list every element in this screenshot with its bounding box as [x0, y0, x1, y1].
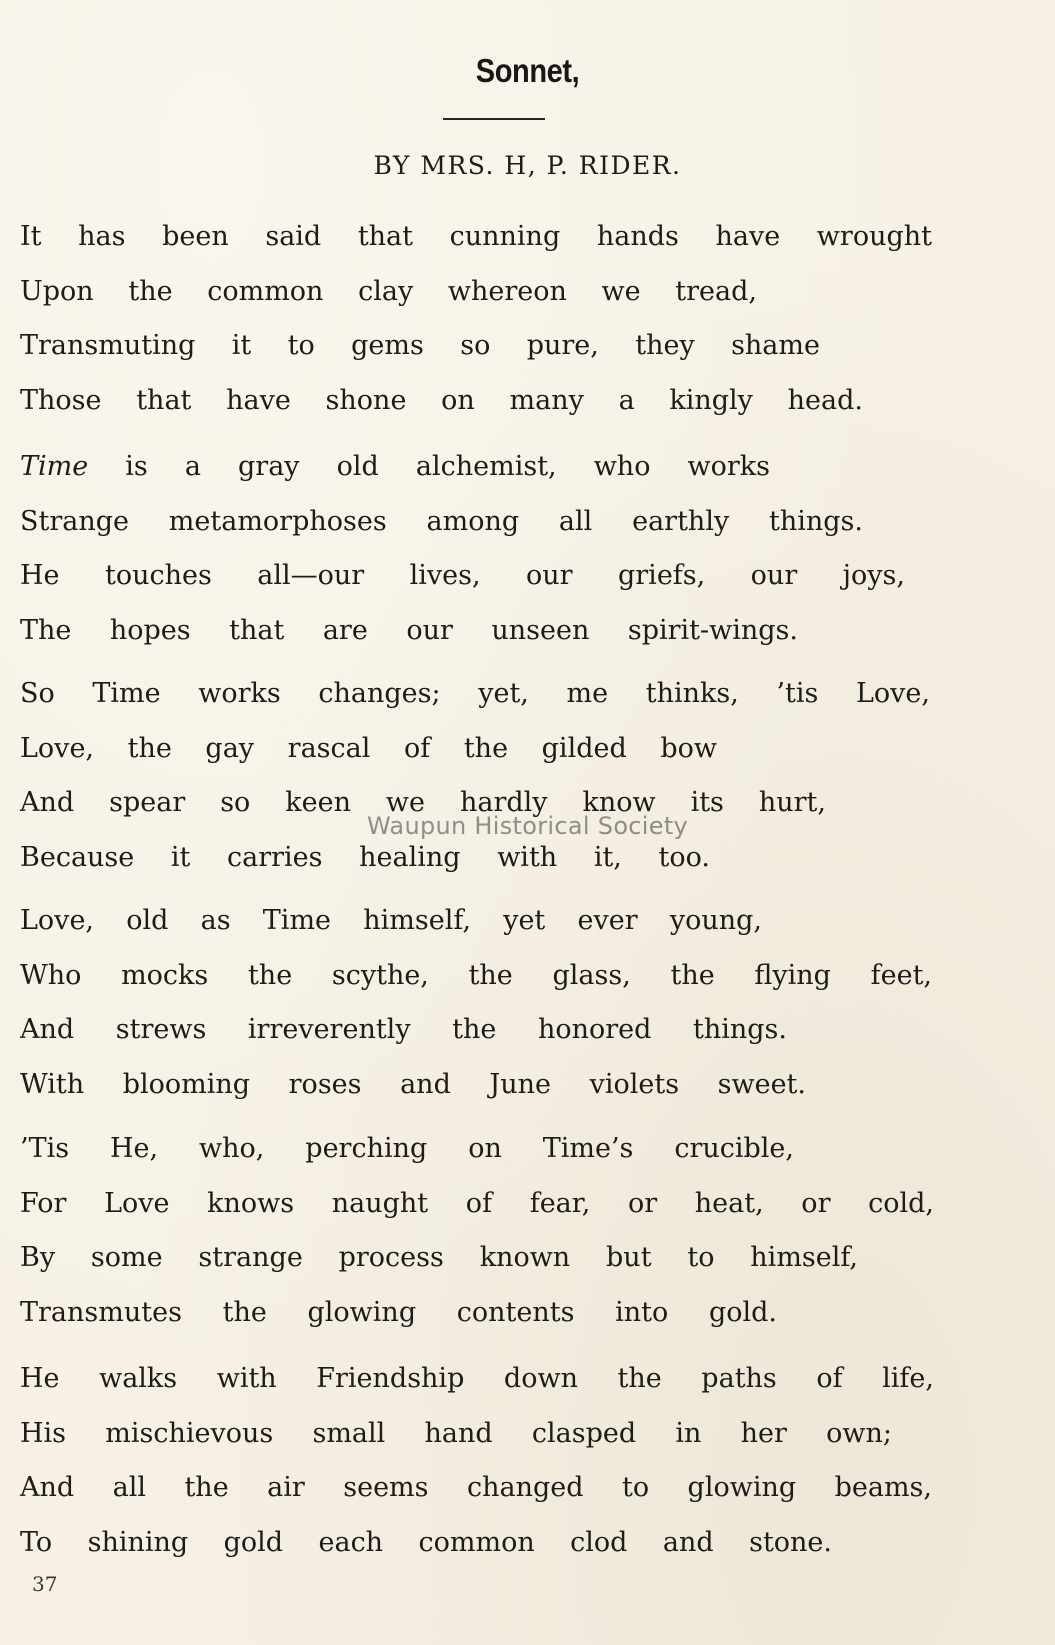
poem-line: Love, the gay rascal of the gilded bow	[20, 732, 717, 764]
watermark: Waupun Historical Society	[366, 812, 689, 840]
poem-title: Sonnet,	[475, 52, 580, 89]
poem-line: So Time works changes; yet, me thinks, ’tis Love,	[20, 678, 930, 709]
poem-line: His mischievous small hand clasped in her own;	[20, 1417, 892, 1449]
poem-line	[20, 440, 770, 495]
poem-line: For Love knows naught of fear, or heat, or cold,	[20, 1187, 934, 1219]
poem-line: Who mocks the scythe, the glass, the flying feet,	[20, 959, 932, 991]
stanza-5	[20, 1122, 982, 1340]
poem-line: And strews irreverently the honored things.	[20, 1014, 787, 1045]
poem-line: Strange metamorphoses among all earthly things.	[20, 505, 863, 537]
poem-line: Transmuting it to gems so pure, they shame	[20, 330, 820, 361]
poem-line: Upon the common clay whereon we tread,	[20, 275, 757, 307]
emphasized-word: Time	[20, 451, 89, 482]
poem-line: Because it carries healing with it, too.	[20, 841, 710, 873]
stanza-4	[20, 894, 978, 1112]
poem-line: Love, old as Time himself, yet ever young,	[20, 905, 762, 936]
poem-line: He walks with Friendship down the paths of life,	[20, 1363, 934, 1394]
stanza-1	[20, 210, 975, 428]
poem-line: Transmutes the glowing contents into gold.	[20, 1296, 777, 1328]
title-divider	[443, 118, 545, 120]
poem-line: To shining gold each common clod and stone.	[20, 1526, 832, 1558]
poem-line: He touches all—our lives, our griefs, our joys,	[20, 560, 905, 591]
stanza-3	[20, 667, 970, 885]
page-number: 37	[32, 1572, 58, 1596]
poem-line-rest: is a gray old alchemist, who works	[88, 451, 770, 482]
poem-line: And all the air seems changed to glowing beams,	[20, 1472, 932, 1503]
poem-line: The hopes that are our unseen spirit-wings.	[20, 614, 798, 646]
poem-line: By some strange process known but to himself,	[20, 1242, 858, 1273]
author-byline: BY MRS. H, P. RIDER.	[373, 151, 682, 180]
poem-line: Those that have shone on many a kingly head.	[20, 384, 863, 416]
poem-line: ’Tis He, who, perching on Time’s crucible,	[20, 1133, 794, 1164]
poem-line: With blooming roses and June violets sweet.	[20, 1068, 806, 1100]
stanza-2	[20, 440, 905, 658]
poem-line: And spear so keen we hardly know its hurt,	[20, 787, 826, 818]
stanza-6	[20, 1352, 982, 1570]
poem-line: It has been said that cunning hands have wrought	[20, 221, 932, 252]
